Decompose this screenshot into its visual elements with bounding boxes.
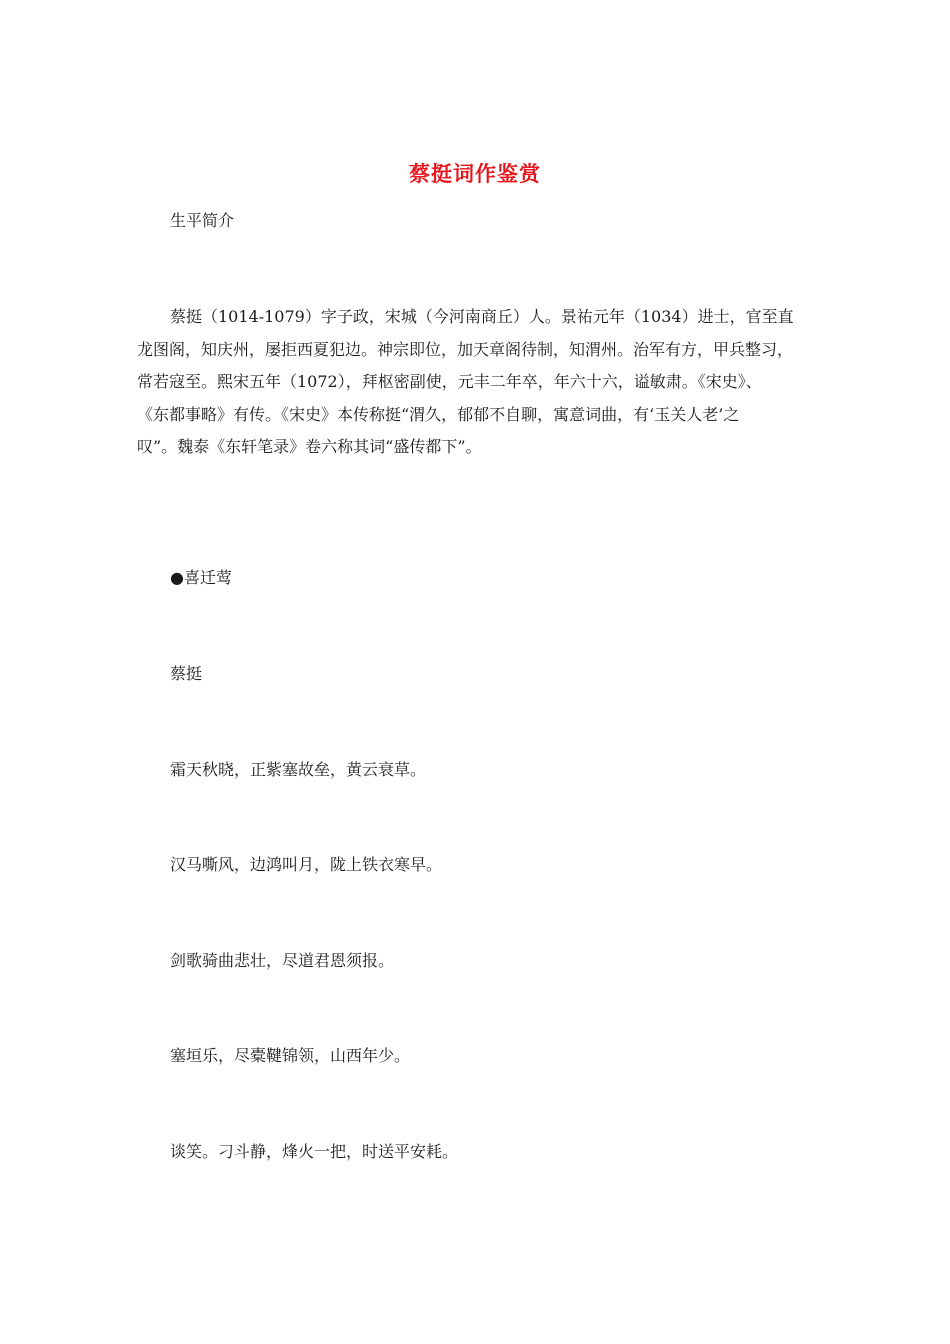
section-heading: 生平简介 bbox=[170, 211, 235, 230]
biography-paragraph bbox=[137, 301, 817, 464]
poem-line-3: 剑歌骑曲悲壮，尽道君恩须报。 bbox=[170, 951, 395, 970]
bio-line-5: 叹”。魏泰《东轩笔录》卷六称其词“盛传都下”。 bbox=[137, 437, 482, 456]
bio-line-3: 常若寇至。熙宋五年（1072），拜枢密副使，元丰二年卒，年六十六，谥敏肃。《宋史》、 bbox=[137, 372, 762, 391]
poem-author: 蔡挺 bbox=[170, 664, 203, 683]
poem-line-2: 汉马嘶风，边鸿叫月，陇上铁衣寒早。 bbox=[170, 855, 443, 874]
poem-title: ●喜迁莺 bbox=[170, 568, 232, 587]
poem-line-5: 谈笑。刁斗静，烽火一把，时送平安耗。 bbox=[170, 1142, 459, 1161]
poem-line-4: 塞垣乐，尽橐鞬锦领，山西年少。 bbox=[170, 1046, 411, 1065]
bio-line-4: 《东都事略》有传。《宋史》本传称挺“渭久，郁郁不自聊，寓意词曲，有‘玉关人老’之 bbox=[137, 404, 740, 424]
poem-line-1: 霜天秋晓，正紫塞故垒，黄云衰草。 bbox=[170, 760, 427, 779]
bio-line-1: 蔡挺（1014-1079）字子政，宋城（今河南商丘）人。景祐元年（1034）进士，官至直 bbox=[170, 307, 794, 326]
document-title: 蔡挺词作鉴赏 bbox=[409, 161, 541, 186]
bio-line-2: 龙图阁，知庆州，屡拒西夏犯边。神宗即位，加天章阁待制，知渭州。治军有方，甲兵整习， bbox=[137, 339, 794, 359]
